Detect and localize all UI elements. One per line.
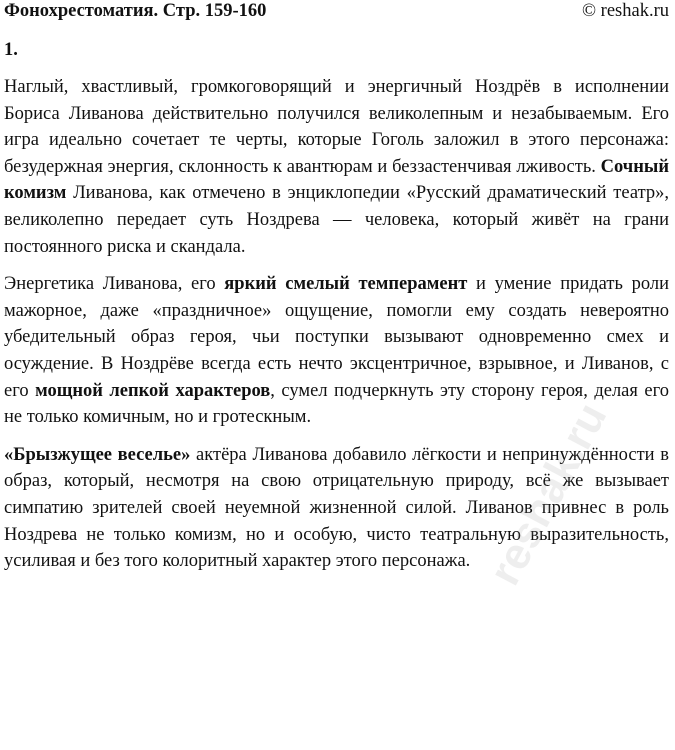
paragraph-2-emphasis-a: яркий смелый темперамент [224, 274, 468, 295]
paragraph-1 [4, 74, 669, 260]
paragraph-1-text-a: Наглый, хвастливый, громкоговорящий и энергичный Ноздрёв в исполнении Бориса Ливанова действительно получился великолепным и незабываемым. Его игра идеально сочетает те черты, которые Гоголь заложил в этого персонажа: безудержная энергия, склонность к авантюрам и беззастенчивая лживость. [4, 77, 669, 177]
paragraph-1-text-b: Ливанова, как отмечено в энциклопедии «Русский драматический театр», великолепно передает суть Ноздрева — человека, который живёт на грани постоянного риска и скандала. [4, 183, 669, 257]
page-title: Фонохрестоматия. Стр. 159-160 [4, 0, 267, 21]
paragraph-3-emphasis: «Брызжущее веселье» [4, 444, 191, 465]
paragraph-3 [4, 442, 669, 575]
watermark: reshak.ru [480, 395, 617, 594]
paragraph-2-emphasis-b: мощной лепкой характеров [35, 380, 271, 401]
paragraph-3-text-a: актёра Ливанова добавило лёгкости и непринуждённости в образ, который, несмотря на свою отрицательную природу, всё же вызывает симпатию зрителей своей неуемной жизненной силой. Ливанов привнес в роль Ноздрева не только комизм, но и особую, чисто театральную выразительность, усиливая и без того колоритный характер этого персонажа. [4, 444, 669, 572]
answer-text [4, 74, 669, 586]
site-credit[interactable]: © reshak.ru [582, 0, 669, 21]
page-header [4, 0, 669, 22]
paragraph-2-text-b: и умение придать роли мажорное, даже «праздничное» ощущение, помогли ему создать невероятно убедительный образ героя, чьи поступки вызывают одновременно смех и осуждение. В Ноздрёве всегда есть нечто эксцентричное, взрывное, и Ливанов, с его [4, 274, 669, 401]
task-number: 1. [4, 40, 18, 60]
paragraph-2-text-a: Энергетика Ливанова, его [4, 274, 225, 295]
paragraph-1-emphasis: Сочный комизм [4, 156, 669, 204]
paragraph-2-text-c: , сумел подчеркнуть эту сторону героя, делая его не только комичным, но и гротескным. [4, 380, 669, 428]
paragraph-2 [4, 271, 669, 431]
